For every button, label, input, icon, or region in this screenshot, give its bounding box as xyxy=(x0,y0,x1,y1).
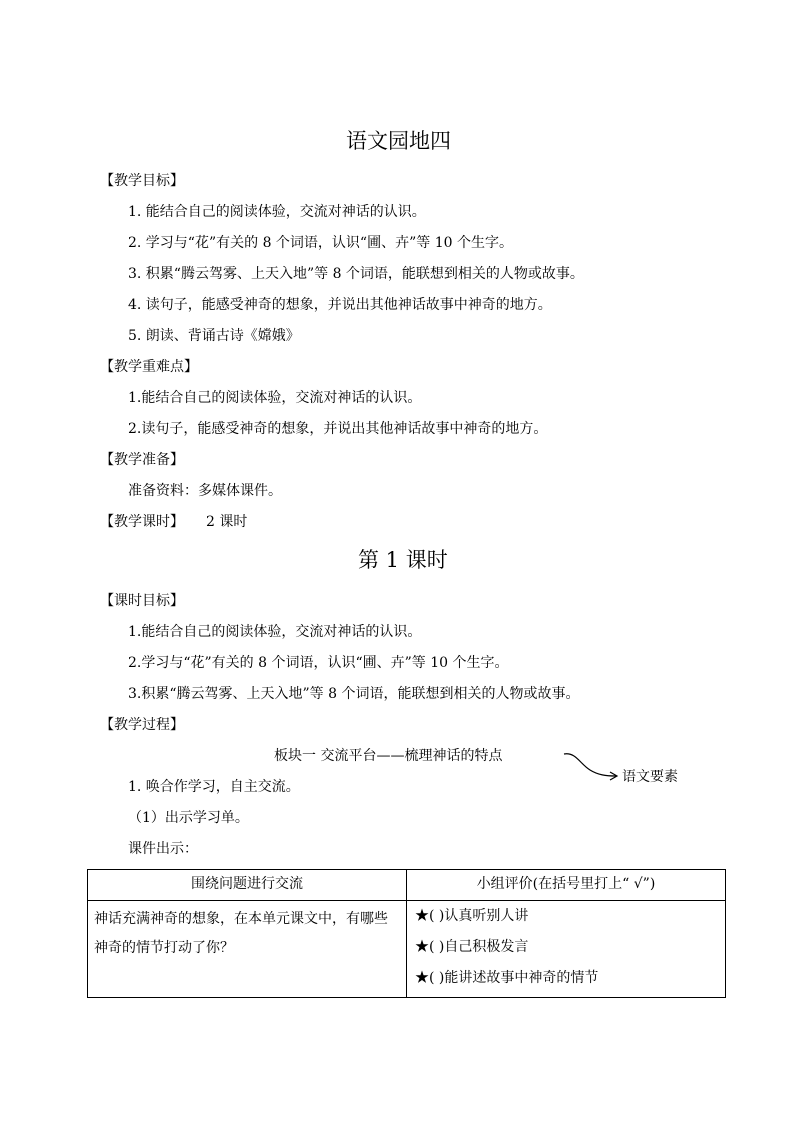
rating-item: ★( )能讲述故事中神奇的情节 xyxy=(415,970,599,986)
goal-item: 1. 能结合自己的阅读体验，交流对神话的认识。 xyxy=(128,204,426,220)
lesson-goals-heading: 【课时目标】 xyxy=(100,593,184,609)
prep-text: 准备资料：多媒体课件。 xyxy=(128,483,282,499)
exchange-table xyxy=(87,869,726,998)
goal-item: 5. 朗读、背诵古诗《嫦娥》 xyxy=(128,328,300,344)
key-point-item: 1.能结合自己的阅读体验，交流对神话的认识。 xyxy=(128,390,422,406)
rating-item: ★( )认真听别人讲 xyxy=(415,908,529,924)
table-header-left: 围绕问题进行交流 xyxy=(88,870,407,901)
lesson-goal-item: 2.学习与“花”有关的 8 个词语，认识“圃、卉”等 10 个生字。 xyxy=(128,655,509,671)
key-point-item: 2.读句子，能感受神奇的想象，并说出其他神话故事中神奇的地方。 xyxy=(128,421,548,437)
prep-heading: 【教学准备】 xyxy=(100,452,184,468)
lesson-title: 第 1 课时 xyxy=(358,548,448,572)
callout-label: 语文要素 xyxy=(622,769,678,785)
goal-item: 3. 积累“腾云驾雾、上天入地”等 8 个词语，能联想到相关的人物或故事。 xyxy=(128,266,584,282)
rating-cell xyxy=(407,901,726,998)
courseware-label: 课件出示： xyxy=(128,841,198,857)
process-heading: 【教学过程】 xyxy=(100,717,184,733)
rating-item: ★( )自己积极发言 xyxy=(415,939,529,955)
goals-heading: 【教学目标】 xyxy=(100,173,184,189)
lesson-goal-item: 3.积累“腾云驾雾、上天入地”等 8 个词语，能联想到相关的人物或故事。 xyxy=(128,686,580,702)
key-points-heading: 【教学重难点】 xyxy=(100,359,198,375)
hours-heading: 【教学课时】 xyxy=(100,514,184,530)
callout-arrow-icon xyxy=(560,748,620,788)
table-header-right: 小组评价(在括号里打上“ √”) xyxy=(407,870,726,901)
lesson-goal-item: 1.能结合自己的阅读体验，交流对神话的认识。 xyxy=(128,624,422,640)
step-1: 1. 唤合作学习，自主交流。 xyxy=(128,779,300,795)
hours-value: 2 课时 xyxy=(206,514,248,530)
step-1-1: （1）出示学习单。 xyxy=(128,810,249,826)
block-title: 板块一 交流平台——梳理神话的特点 xyxy=(274,748,503,764)
page-title: 语文园地四 xyxy=(346,129,451,153)
goal-item: 4. 读句子，能感受神奇的想象，并说出其他神话故事中神奇的地方。 xyxy=(128,297,552,313)
goal-item: 2. 学习与“花”有关的 8 个词语，认识“圃、卉”等 10 个生字。 xyxy=(128,235,513,251)
question-cell: 神话充满神奇的想象，在本单元课文中，有哪些神奇的情节打动了你？ xyxy=(88,901,407,998)
